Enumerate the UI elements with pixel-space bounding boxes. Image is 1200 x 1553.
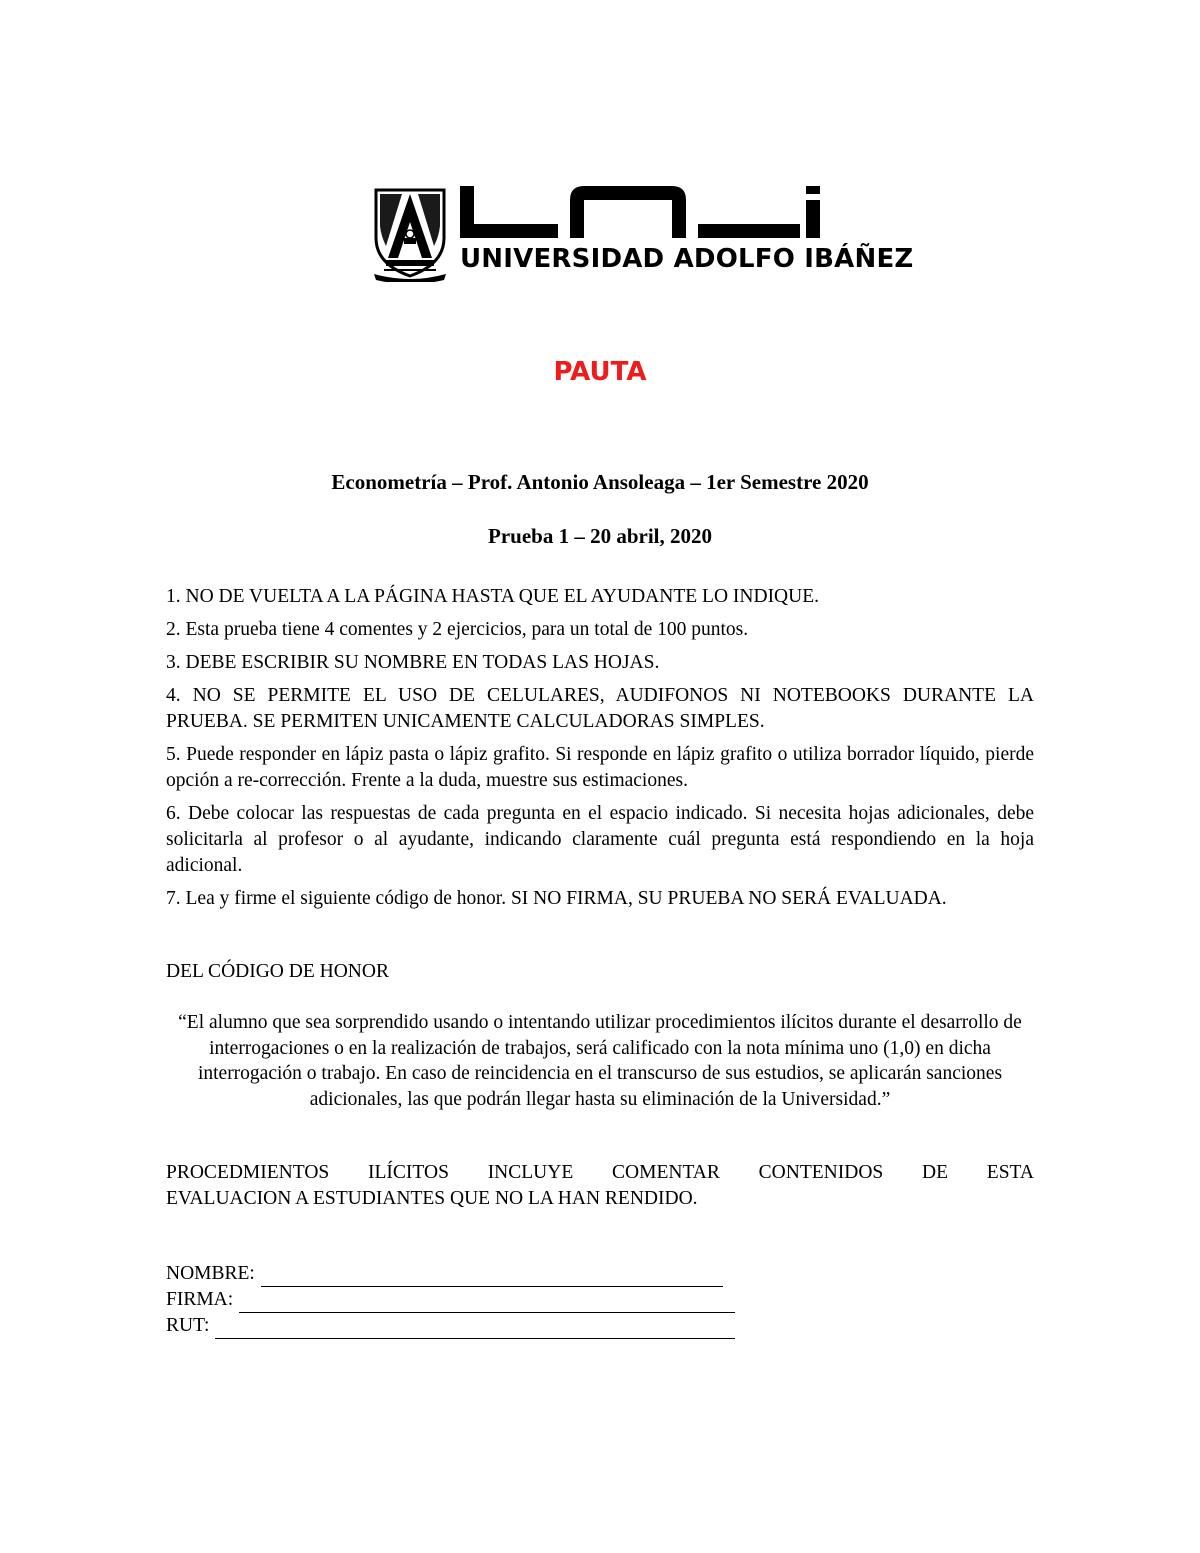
name-field[interactable] bbox=[166, 1261, 735, 1287]
student-info-fields bbox=[166, 1261, 735, 1339]
course-title: Econometría – Prof. Antonio Ansoleaga – 1er Semestre 2020 bbox=[331, 470, 869, 494]
name-blank-line[interactable] bbox=[261, 1266, 723, 1287]
instruction-item: 5. Puede responder en lápiz pasta o lápiz grafito. Si responde en lápiz grafito o utiliza borrador líquido, pierde opción a re-corrección. Frente a la duda, muestre sus estimaciones. bbox=[166, 744, 1034, 791]
instructions-list bbox=[166, 584, 1034, 919]
university-logo bbox=[372, 186, 914, 286]
instruction-item: 7. Lea y firme el siguiente código de honor. SI NO FIRMA, SU PRUEBA NO SERÁ EVALUADA. bbox=[166, 888, 947, 909]
honor-code-heading: DEL CÓDIGO DE HONOR bbox=[166, 961, 389, 982]
instruction-item: 3. DEBE ESCRIBIR SU NOMBRE EN TODAS LAS HOJAS. bbox=[166, 652, 660, 673]
instruction-item: 6. Debe colocar las respuestas de cada pregunta en el espacio indicado. Si necesita hojas adicionales, debe solicitarla al profesor o al ayudante, indicando claramente cuál pregunta está respondiendo en la hoja adicional. bbox=[166, 803, 1034, 876]
rut-blank-line[interactable] bbox=[215, 1318, 735, 1339]
signature-label: FIRMA: bbox=[166, 1289, 234, 1310]
honor-code-text: “El alumno que sea sorprendido usando o intentando utilizar procedimientos ilícitos durante el desarrollo de interrogaciones o en la realización de trabajos, será calificado con la nota mínima uno (1,0) en dicha interrogación o trabajo. En caso de reincidencia en el transcurso de sus estudios, se aplicarán sanciones adicionales, las que podrán llegar hasta su eliminación de la Universidad.” bbox=[178, 1012, 1022, 1110]
instruction-item: 1. NO DE VUELTA A LA PÁGINA HASTA QUE EL AYUDANTE LO INDIQUE. bbox=[166, 586, 820, 607]
signature-blank-line[interactable] bbox=[239, 1292, 735, 1313]
warning-line: EVALUACION A ESTUDIANTES QUE NO LA HAN RENDIDO. bbox=[166, 1188, 698, 1209]
illicit-procedures-warning bbox=[166, 1160, 1034, 1212]
test-title: Prueba 1 – 20 abril, 2020 bbox=[488, 524, 712, 548]
instruction-item: 4. NO SE PERMITE EL USO DE CELULARES, AUDIFONOS NI NOTEBOOKS DURANTE LA PRUEBA. SE PERMITEN UNICAMENTE CALCULADORAS SIMPLES. bbox=[166, 685, 1034, 732]
instruction-item: 2. Esta prueba tiene 4 comentes y 2 ejercicios, para un total de 100 puntos. bbox=[166, 619, 749, 640]
signature-field[interactable] bbox=[166, 1287, 735, 1313]
rut-field[interactable] bbox=[166, 1313, 735, 1339]
warning-line: PROCEDMIENTOS ILÍCITOS INCLUYE COMENTAR CONTENIDOS DE ESTA bbox=[166, 1162, 1034, 1183]
rut-label: RUT: bbox=[166, 1315, 210, 1336]
name-label: NOMBRE: bbox=[166, 1263, 255, 1284]
university-crest-logo-icon bbox=[372, 186, 448, 282]
uai-wordmark bbox=[460, 186, 832, 238]
university-name: UNIVERSIDAD ADOLFO IBÁÑEZ bbox=[460, 244, 914, 274]
answer-key-heading: PAUTA bbox=[553, 357, 647, 387]
